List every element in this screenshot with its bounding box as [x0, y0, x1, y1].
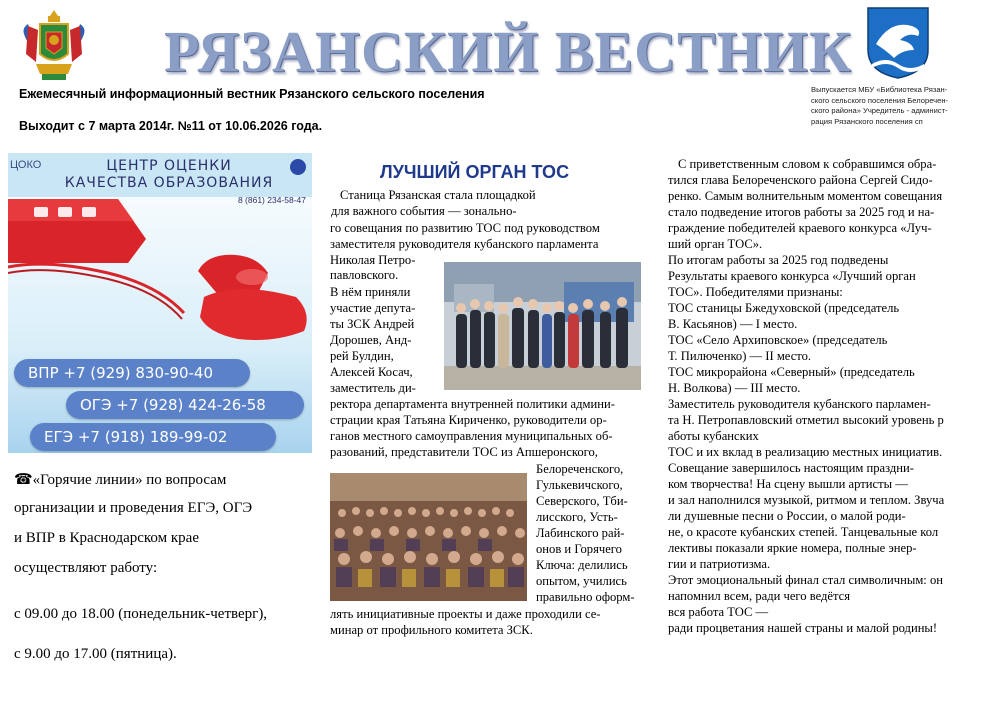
- article-line: Н. Волкова) — III место.: [668, 381, 801, 395]
- masthead-title: РЯЗАНСКИЙ ВЕСТНИК: [164, 19, 852, 84]
- publisher-line: ского района» Учредитель - админист-: [811, 106, 948, 115]
- article-line: го совещания по развитию ТОС под руководством: [330, 221, 600, 235]
- hotline-line: с 09.00 до 18.00 (понедельник-четверг),: [14, 606, 268, 622]
- article-line: опытом, учились: [536, 574, 627, 588]
- article-line: тился глава Белореченского района Сергей Сидо-: [668, 173, 933, 187]
- article-line: заместитель ди-: [330, 381, 416, 395]
- newsletter-subtitle: Ежемесячный информационный вестник Рязанского сельского поселения: [19, 87, 485, 101]
- article-line: страции края Татьяна Кириченко, руководители ор-: [330, 413, 607, 427]
- hotline-line: осуществляют работу:: [14, 560, 158, 576]
- article-line: Этот эмоциональный финал стал символичным: он: [668, 573, 943, 587]
- article-line: онов и Горячего: [536, 542, 622, 556]
- article-line: ганов местного самоуправления муниципальных об-: [330, 429, 613, 443]
- poster-title: [54, 158, 284, 192]
- article-line: Т. Пилюченко) — II место.: [668, 349, 812, 363]
- article-line: аботы кубанских: [668, 429, 759, 443]
- telephone-icon: [8, 193, 312, 353]
- article-line: лективы показали яркие номера, полные энер-: [668, 541, 917, 555]
- article-line: участие депута-: [330, 301, 416, 315]
- article-line: та Н. Петропавловский отметил высокий уровень р: [668, 413, 944, 427]
- article-line: С приветственным словом к собравшимся обра-: [678, 157, 937, 171]
- hotline-line: и ВПР в Краснодарском крае: [14, 530, 199, 546]
- article-line: для важного события — зонально-: [331, 204, 517, 218]
- article-line: Гулькевичского,: [536, 478, 623, 492]
- meeting-group-photo: [444, 262, 641, 390]
- article-line: Заместитель руководителя кубанского парламен-: [668, 397, 931, 411]
- article-line: лисского, Усть-: [536, 510, 618, 524]
- poster-corner-icon: [290, 159, 306, 175]
- article-line: ради процветания нашей страны и малой родины!: [668, 621, 938, 635]
- article-line: рей Булдин,: [330, 349, 394, 363]
- article-line: В. Касьянов) — I место.: [668, 317, 798, 331]
- article-line: заместителя руководителя кубанского парламента: [330, 237, 599, 251]
- article-line: Белореченского,: [536, 462, 624, 476]
- article-line: По итогам работы за 2025 год подведены: [668, 253, 889, 267]
- article-line: ты ЗСК Андрей: [330, 317, 415, 331]
- article-line: ренко. Самым волнительным моментом совещания: [668, 189, 943, 203]
- article-line: разований, представители ТОС из Апшеронского,: [330, 445, 598, 459]
- article-line: ТОС микрорайона «Северный» (председатель: [668, 365, 915, 379]
- article-line: граждение победителей краевого конкурса «Луч-: [668, 221, 932, 235]
- article-line: Ключа: делились: [536, 558, 628, 572]
- article-line: Алексей Косач,: [330, 365, 413, 379]
- hotline-ege: ЕГЭ +7 (918) 189-99-02: [30, 423, 276, 451]
- article-line: не, о красоте кубанских степей. Танцевальные кол: [668, 525, 939, 539]
- publisher-line: рация Рязанского поселения сп: [811, 116, 923, 126]
- article-line: ший орган ТОС».: [668, 237, 763, 251]
- article-line: ТОС станицы Бжедуховской (председатель: [668, 301, 900, 315]
- article-line: В нём приняли: [330, 285, 411, 299]
- hotline-poster: [8, 153, 312, 453]
- article-line: вся работа ТОС —: [668, 605, 769, 619]
- audience-hall-photo: [330, 473, 527, 601]
- article-line: павловского.: [330, 268, 399, 282]
- article-line: и зал наполнился музыкой, ритмом и теплом. Звуча: [668, 493, 945, 507]
- article-line: минар от профильного комитета ЗСК.: [330, 623, 533, 637]
- article-line: стало подведение итогов работы за 2025 год и на-: [668, 205, 935, 219]
- poster-phone: 8 (861) 234-58-47: [237, 195, 306, 205]
- article-line: ректора департамента внутренней политики админи-: [330, 397, 615, 411]
- article-line: лять инициативные проекты и даже проходили се-: [330, 607, 601, 621]
- article-line: Северского, Тби-: [536, 494, 628, 508]
- article-line: Дорошев, Анд-: [330, 333, 412, 347]
- article-line: Николая Петро-: [330, 253, 416, 267]
- poster-title-line: КАЧЕСТВА ОБРАЗОВАНИЯ: [64, 175, 274, 191]
- article-line: ТОС и их вклад в реализацию местных инициатив.: [668, 445, 943, 459]
- article-line: Станица Рязанская стала площадкой: [340, 188, 536, 202]
- article-line: ТОС». Победителями признаны:: [668, 285, 843, 299]
- article-line: Лабинского рай-: [536, 526, 625, 540]
- hotline-line: организации и проведения ЕГЭ, ОГЭ: [14, 500, 253, 516]
- hotline-line: с 9.00 до 17.00 (пятница).: [14, 646, 177, 662]
- article-title: ЛУЧШИЙ ОРГАН ТОС: [380, 162, 570, 182]
- hotline-oge: ОГЭ +7 (928) 424-26-58: [66, 391, 304, 419]
- krasnodar-crest-icon: [18, 4, 90, 86]
- publisher-line: ского сельского поселения Белоречен-: [811, 95, 949, 105]
- article-line: ли душевные песни о России, о малой роди-: [668, 509, 906, 523]
- issue-line: Выходит с 7 марта 2014г. №11 от 10.06.2026 года.: [19, 119, 323, 133]
- article-line: ком творчества! На сцену вышли артисты —: [668, 477, 908, 491]
- hotline-vpr: ВПР +7 (929) 830-90-40: [14, 359, 250, 387]
- article-line: Совещание завершилось настоящим праздни-: [668, 461, 914, 475]
- article-line: правильно оформ-: [536, 590, 635, 604]
- article-line: напомнил всем, ради чего ведётся: [668, 589, 851, 603]
- article-line: гии и патриотизма.: [668, 557, 771, 571]
- article-line: ТОС «Село Архиповское» (председатель: [668, 333, 888, 347]
- article-line: Результаты краевого конкурса «Лучший орган: [668, 269, 916, 283]
- publisher-line: Выпускается МБУ «Библиотека Рязан-: [811, 85, 948, 94]
- poster-title-line: ЦЕНТР ОЦЕНКИ: [106, 158, 232, 174]
- hotline-line: ☎«Горячие линии» по вопросам: [14, 472, 227, 488]
- belorechensk-crest-icon: [866, 6, 930, 80]
- publisher-info: [811, 85, 981, 127]
- coko-logo: ЦОКО: [10, 159, 42, 171]
